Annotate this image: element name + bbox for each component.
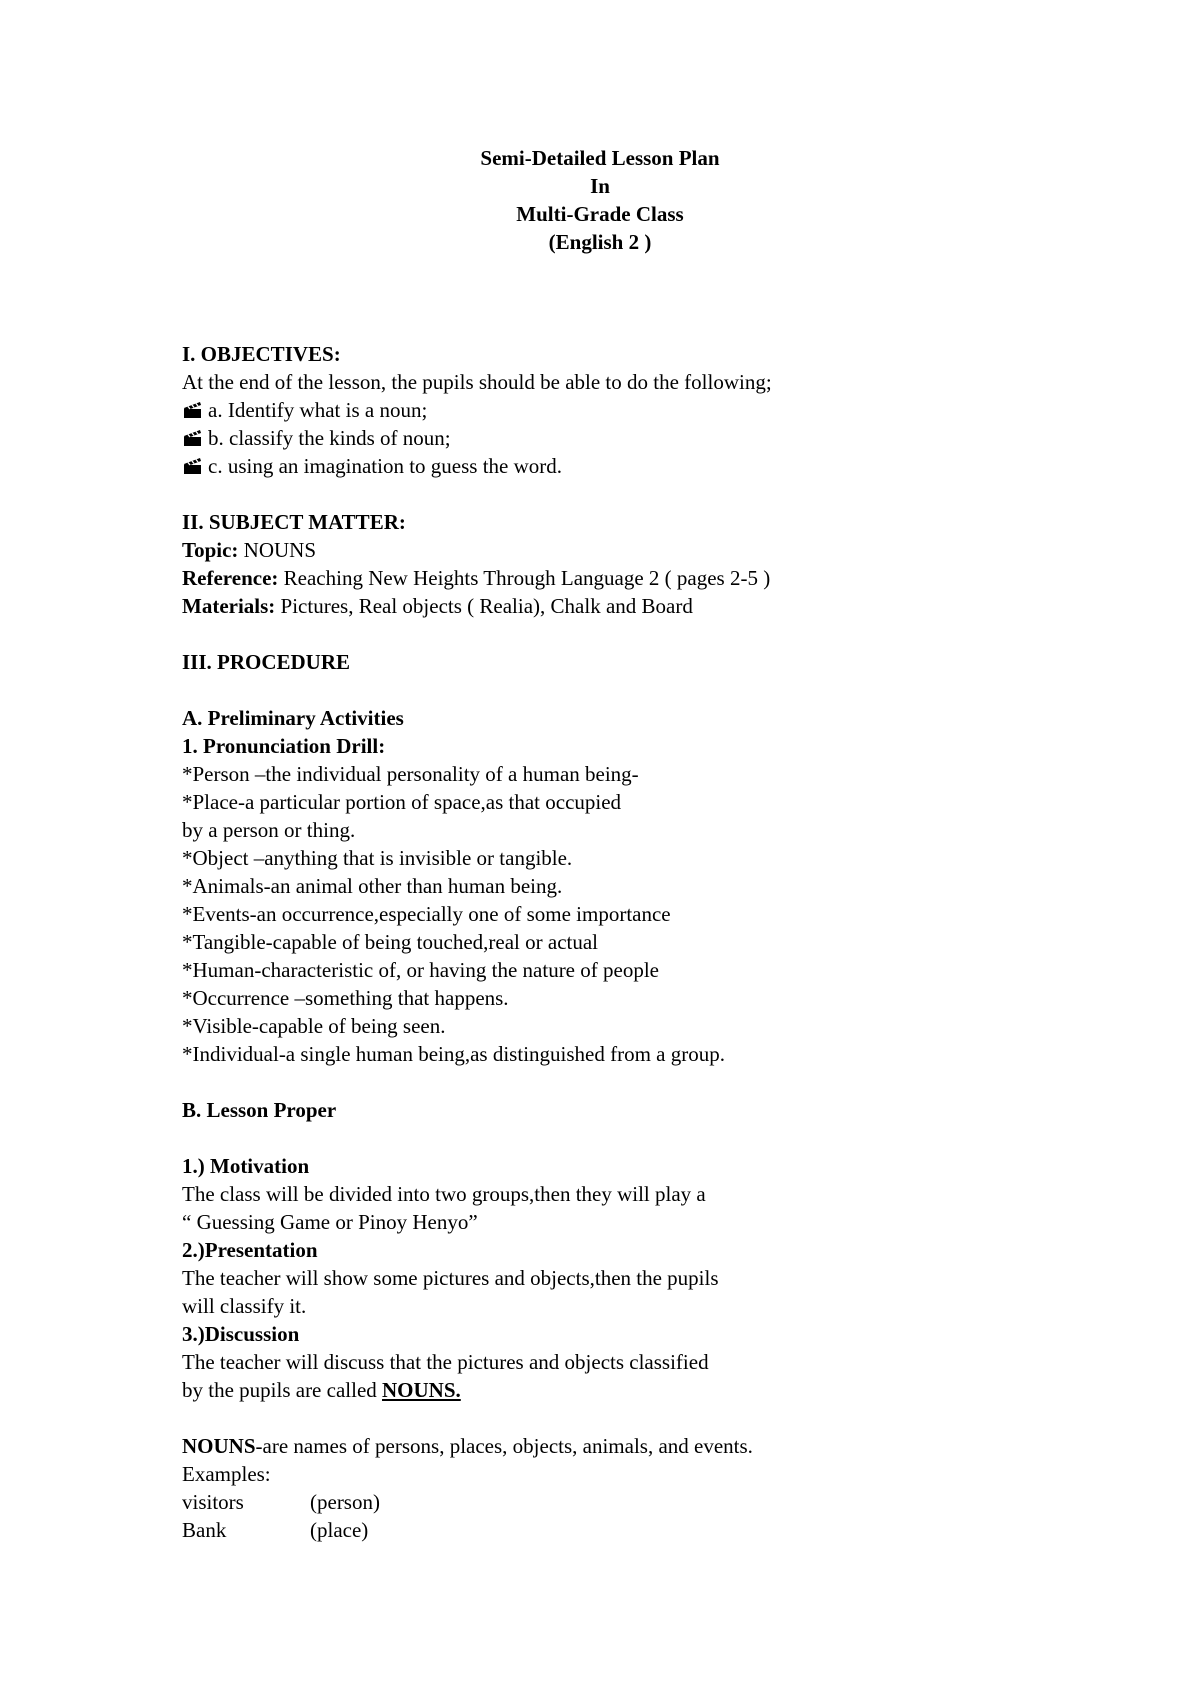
objective-text: b. classify the kinds of noun; [208, 426, 451, 450]
nouns-term: NOUNS [182, 1434, 256, 1458]
drill-line: *Tangible-capable of being touched,real or actual [182, 930, 599, 954]
drill-line: by a person or thing. [182, 818, 356, 842]
discussion-line: The teacher will discuss that the pictures and objects classified [182, 1350, 709, 1374]
drill-line: *Individual-a single human being,as distinguished from a group. [182, 1042, 725, 1066]
reference-label: Reference: [182, 566, 279, 590]
clapperboard-icon [182, 401, 204, 419]
objective-text: c. using an imagination to guess the word. [208, 454, 563, 478]
drill-line: *Person –the individual personality of a human being- [182, 762, 639, 786]
preliminary-heading: A. Preliminary Activities [182, 706, 404, 730]
motivation-line: “ Guessing Game or Pinoy Henyo” [182, 1210, 478, 1234]
drill-line: *Object –anything that is invisible or tangible. [182, 846, 573, 870]
nouns-definition-text: -are names of persons, places, objects, animals, and events. [255, 1434, 753, 1458]
reference-line [182, 564, 1142, 592]
presentation-heading: 2.)Presentation [182, 1238, 318, 1262]
drill-line: *Place-a particular portion of space,as that occupied [182, 790, 622, 814]
materials-label: Materials: [182, 594, 276, 618]
motivation-line: The class will be divided into two groups,then they will play a [182, 1182, 706, 1206]
title-line-3: Multi-Grade Class [516, 202, 684, 226]
motivation-heading: 1.) Motivation [182, 1154, 310, 1178]
example-kind: (place) [310, 1518, 369, 1542]
materials-line [182, 592, 1142, 620]
examples-label: Examples: [182, 1462, 271, 1486]
example-word: visitors [182, 1490, 244, 1514]
topic-label: Topic: [182, 538, 239, 562]
presentation-line: The teacher will show some pictures and objects,then the pupils [182, 1266, 719, 1290]
objective-item [182, 424, 1142, 452]
example-row [182, 1488, 1142, 1516]
pronunciation-drill-heading: 1. Pronunciation Drill: [182, 734, 386, 758]
subject-matter-heading: II. SUBJECT MATTER: [182, 510, 406, 534]
topic-line [182, 536, 1142, 564]
materials-value: Pictures, Real objects ( Realia), Chalk and Board [275, 594, 693, 618]
example-kind: (person) [310, 1490, 380, 1514]
procedure-heading: III. PROCEDURE [182, 650, 351, 674]
lesson-proper-heading: B. Lesson Proper [182, 1098, 337, 1122]
drill-line: *Events-an occurrence,especially one of some importance [182, 902, 671, 926]
objectives-heading: I. OBJECTIVES: [182, 342, 341, 366]
title-line-2: In [590, 174, 610, 198]
reference-value: Reaching New Heights Through Language 2 ( pages 2-5 ) [278, 566, 771, 590]
drill-line: *Human-characteristic of, or having the nature of people [182, 958, 659, 982]
discussion-heading: 3.)Discussion [182, 1322, 300, 1346]
discussion-prefix: by the pupils are called [182, 1378, 383, 1402]
objectives-section [182, 340, 1142, 480]
topic-value: NOUNS [238, 538, 317, 562]
clapperboard-icon [182, 429, 204, 447]
objective-item [182, 396, 1142, 424]
objective-item [182, 452, 1142, 480]
title-line-4: (English 2 ) [548, 230, 652, 254]
nouns-emphasis: NOUNS. [382, 1378, 461, 1402]
presentation-line: will classify it. [182, 1294, 307, 1318]
nouns-definition [182, 1432, 1142, 1460]
drill-line: *Occurrence –something that happens. [182, 986, 509, 1010]
title-line-1: Semi-Detailed Lesson Plan [480, 146, 720, 170]
objective-text: a. Identify what is a noun; [208, 398, 428, 422]
drill-line: *Visible-capable of being seen. [182, 1014, 446, 1038]
example-row [182, 1516, 1142, 1544]
objectives-intro: At the end of the lesson, the pupils should be able to do the following; [182, 370, 772, 394]
subject-matter-section [182, 508, 1142, 620]
clapperboard-icon [182, 457, 204, 475]
drill-line: *Animals-an animal other than human being. [182, 874, 563, 898]
procedure-section [182, 648, 1142, 1544]
example-word: Bank [182, 1518, 227, 1542]
discussion-line [182, 1376, 1142, 1404]
document-page [182, 144, 1142, 1544]
document-title [180, 144, 1020, 256]
